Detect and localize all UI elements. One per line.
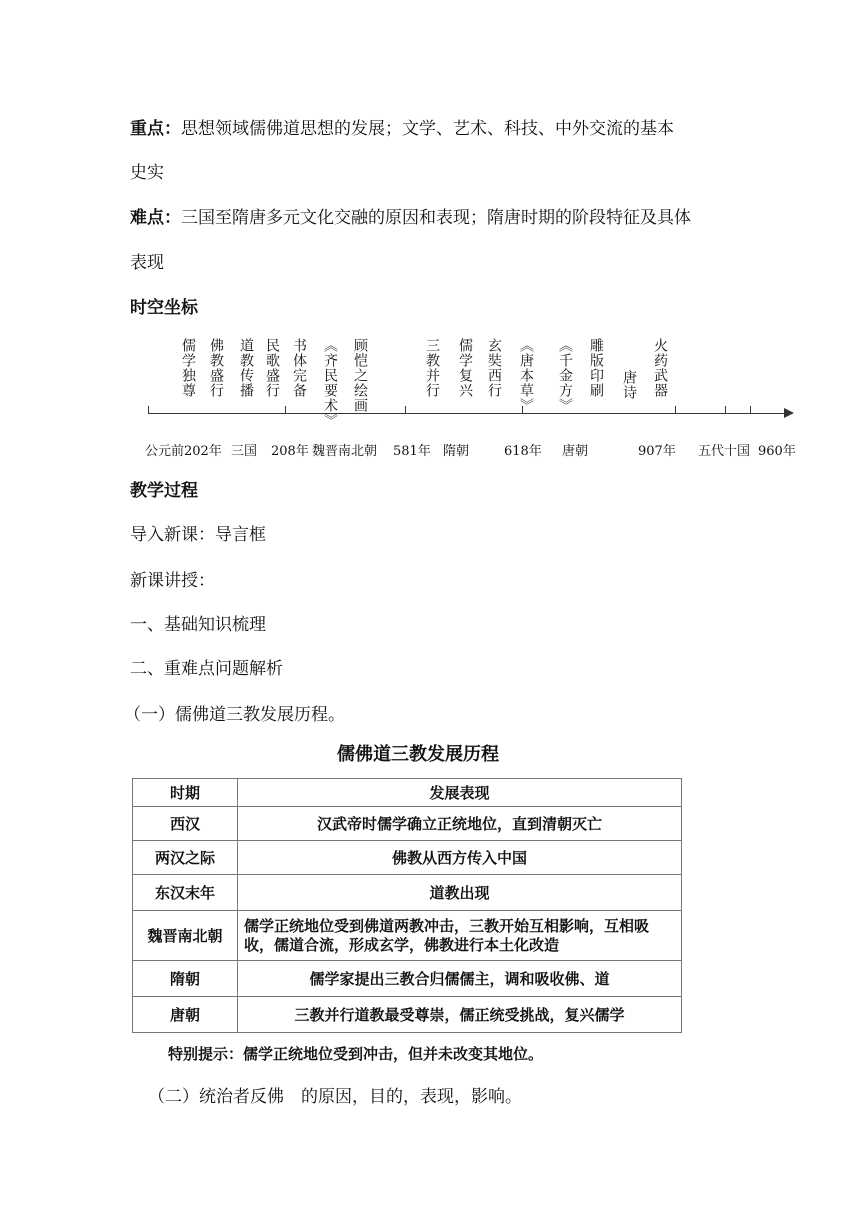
timeline-event: 《唐本草》 (518, 338, 534, 413)
timeline-event: 顾恺之绘画 (352, 338, 368, 413)
table-cell-content: 汉武帝时儒学确立正统地位，直到清朝灭亡 (238, 807, 682, 841)
difficult-points-line1 (130, 207, 691, 229)
development-table (132, 778, 682, 1033)
timeline-tick (725, 406, 726, 414)
timeline (140, 330, 800, 460)
timeline-tick (750, 406, 751, 414)
timeline-axis-label: 581年 (393, 444, 431, 459)
table-row (133, 997, 682, 1033)
subsection-1-heading: （一）儒佛道三教发展历程。 (124, 705, 345, 725)
timeline-axis-label: 907年 (638, 444, 676, 459)
timeline-tick (405, 406, 406, 414)
table-cell-content: 三教并行道教最受尊崇，儒正统受挑战，复兴儒学 (238, 997, 682, 1033)
timeline-axis-label: 960年 (758, 444, 796, 459)
timeline-axis-label: 三国 (231, 444, 258, 459)
table-row (133, 875, 682, 911)
timeline-event: 《千金方》 (557, 338, 573, 413)
table-cell-period: 两汉之际 (133, 841, 238, 875)
new-lesson-line: 新课讲授： (130, 571, 215, 591)
table-cell-content: 儒学家提出三教合归儒儒主，调和吸收佛、道 (238, 961, 682, 997)
timeline-axis-label: 魏晋南北朝 (312, 444, 378, 459)
timeline-event: 佛教盛行 (208, 338, 224, 398)
timeline-event: 火药武器 (652, 338, 668, 398)
timeline-tick (148, 406, 149, 414)
table-row (133, 961, 682, 997)
timeline-event: 唐诗 (621, 370, 637, 400)
table-row (133, 807, 682, 841)
table-note: 特别提示：儒学正统地位受到冲击，但并未改变其地位。 (168, 1045, 544, 1063)
timeline-event: 书体完备 (291, 338, 307, 398)
section-1-heading: 一、基础知识梳理 (130, 615, 266, 635)
table-header-cell: 时期 (133, 779, 238, 807)
table-cell-period: 西汉 (133, 807, 238, 841)
timeline-event: 儒学复兴 (457, 338, 473, 398)
timeline-event: 雕版印刷 (588, 338, 604, 398)
table-cell-content: 道教出现 (238, 875, 682, 911)
table-row (133, 841, 682, 875)
intro-line: 导入新课：导言框 (130, 525, 266, 545)
subsection-2-heading: （二）统治者反佛 的原因，目的，表现，影响。 (148, 1087, 522, 1107)
table-header-cell: 发展表现 (238, 779, 682, 807)
table-cell-period: 魏晋南北朝 (133, 911, 238, 961)
timeline-axis (148, 413, 788, 414)
difficult-points-text: 三国至隋唐多元文化交融的原因和表现；隋唐时期的阶段特征及具体 (181, 208, 691, 228)
timeline-axis-label: 隋朝 (443, 444, 470, 459)
timeline-tick (285, 406, 286, 414)
timeline-event: 玄奘西行 (486, 338, 502, 398)
timeline-tick (675, 406, 676, 414)
table-cell-content: 儒学正统地位受到佛道两教冲击，三教开始互相影响，互相吸收，儒道合流，形成玄学，佛教进行本土化改造 (238, 911, 682, 961)
timeline-event: 《齐民要术》 (322, 338, 338, 428)
timeline-event: 道教传播 (238, 338, 254, 398)
timeline-axis-label: 618年 (504, 444, 542, 459)
timeline-event: 民歌盛行 (264, 338, 280, 398)
section-2-heading: 二、重难点问题解析 (130, 659, 283, 679)
timeline-event: 儒学独尊 (180, 338, 196, 398)
key-points-line2: 史实 (130, 163, 164, 183)
table-cell-period: 隋朝 (133, 961, 238, 997)
table-title: 儒佛道三教发展历程 (337, 744, 499, 765)
table-cell-content: 佛教从西方传入中国 (238, 841, 682, 875)
table-cell-period: 唐朝 (133, 997, 238, 1033)
difficult-points-label: 难点： (130, 208, 181, 228)
timeline-axis-label: 五代十国 (698, 444, 751, 459)
key-points-text: 思想领域儒佛道思想的发展；文学、艺术、科技、中外交流的基本 (181, 119, 674, 139)
timeline-heading: 时空坐标 (130, 298, 198, 318)
key-points-label: 重点： (130, 119, 181, 139)
teaching-process-heading: 教学过程 (130, 481, 198, 501)
timeline-axis-label: 唐朝 (562, 444, 589, 459)
difficult-points-line2: 表现 (130, 253, 164, 273)
development-table-figure (132, 740, 684, 1033)
timeline-axis-label: 公元前202年 (145, 444, 222, 459)
key-points-line1 (130, 118, 674, 140)
table-row (133, 911, 682, 961)
timeline-arrow-icon (784, 408, 794, 418)
table-cell-period: 东汉末年 (133, 875, 238, 911)
timeline-event: 三教并行 (424, 338, 440, 398)
table-header-row (133, 779, 682, 807)
timeline-axis-label: 208年 (271, 444, 309, 459)
